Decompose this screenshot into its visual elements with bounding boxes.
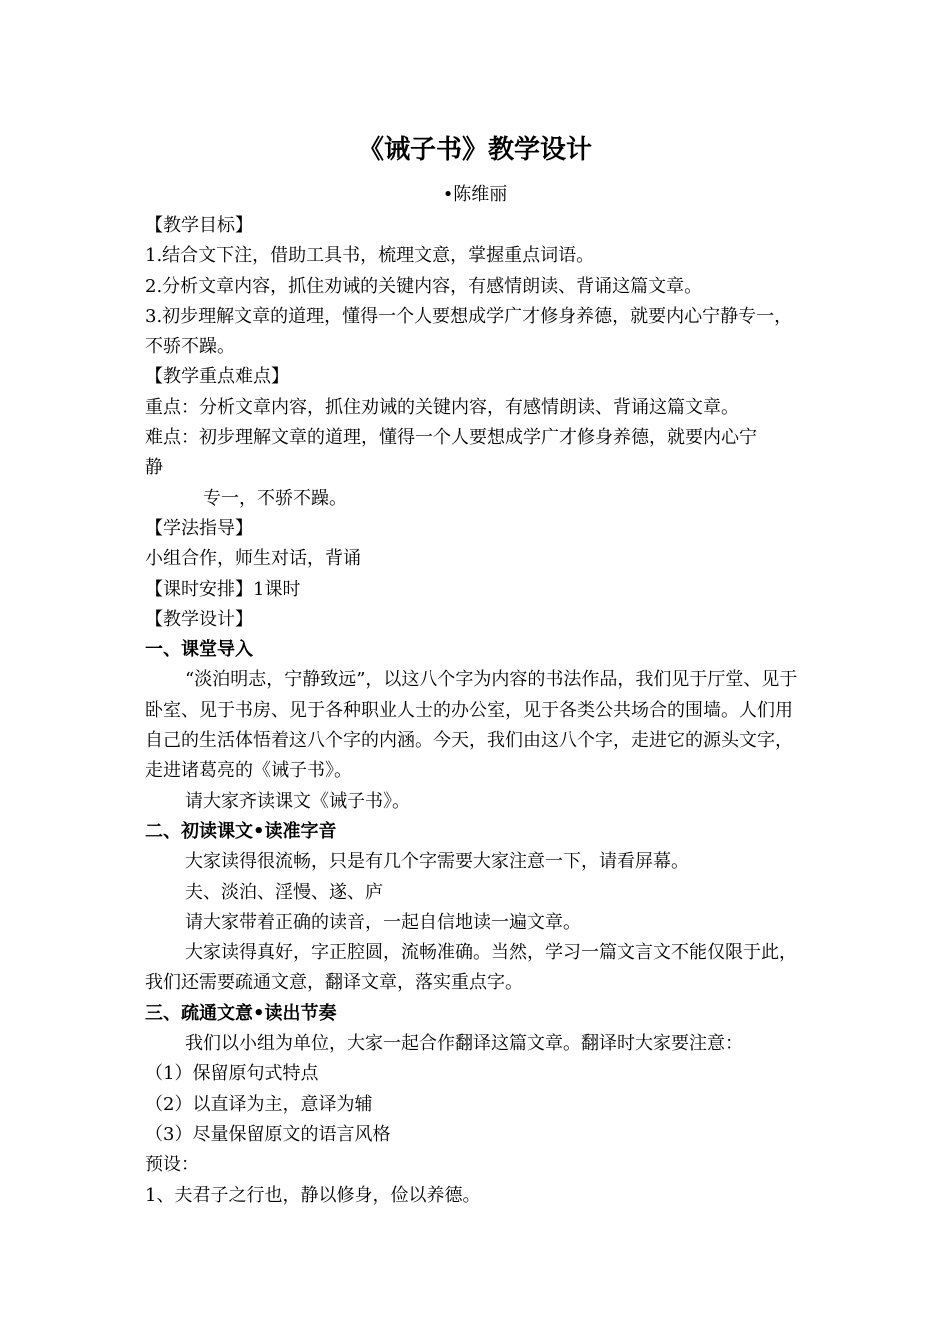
schedule-text: 【课时安排】1课时	[145, 578, 301, 600]
document-body	[145, 211, 805, 1211]
difficult-point-line-1: 难点：初步理解文章的道理，懂得一个人要想成学广才修身养德，就要内心宁	[145, 427, 757, 449]
objective-3: 3.初步理解文章的道理，懂得一个人要想成学广才修身养德，就要内心宁静专一，不骄不躁。	[145, 305, 793, 358]
difficult-point-line-2: 静	[145, 457, 163, 479]
section-2-paragraph-4: 大家读得真好，字正腔圆，流畅准确。当然，学习一篇文言文不能仅限于此，我们还需要疏通文意，翻译文章，落实重点字。	[145, 942, 797, 994]
method-heading: 【学法指导】	[145, 517, 253, 539]
section-2-heading: 二、初读课文•读准字音	[145, 820, 337, 842]
section-2-line-3: 请大家带着正确的读音，一起自信地读一遍文章。	[185, 911, 581, 933]
key-points-heading: 【教学重点难点】	[145, 366, 289, 388]
preset-label: 预设：	[145, 1154, 199, 1176]
key-point: 重点：分析文章内容，抓住劝诫的关键内容，有感情朗读、背诵这篇文章。	[145, 396, 739, 418]
objectives-heading: 【教学目标】	[145, 215, 253, 236]
section-2-line-1: 大家读得很流畅，只是有几个字需要大家注意一下，请看屏幕。	[185, 851, 689, 873]
section-1-paragraph-2: 请大家齐读课文《诫子书》。	[185, 790, 410, 812]
difficult-point-line-3: 专一，不骄不躁。	[203, 487, 347, 509]
objective-1: 1.结合文下注，借助工具书，梳理文意，掌握重点词语。	[145, 245, 595, 267]
requirement-item-3: （3）尽量保留原文的语言风格	[145, 1123, 391, 1145]
example-1: 1、夫君子之行也，静以修身，俭以养德。	[145, 1184, 481, 1206]
section-1-heading: 一、课堂导入	[145, 639, 253, 661]
method-text: 小组合作，师生对话，背诵	[145, 548, 361, 570]
section-2-line-2: 夫、淡泊、淫慢、遂、庐	[185, 881, 383, 903]
requirement-item-2: （2）以直译为主，意译为辅	[145, 1093, 373, 1115]
section-1-paragraph-1: “淡泊明志，宁静致远”，以这八个字为内容的书法作品，我们见于厅堂、见于卧室、见于书房、见于各种职业人士的办公室，见于各类公共场合的围墙。人们用自己的生活体悟着这八个字的内涵。今天，我们由这八个字，走进它的源头文字，走进诸葛亮的《诫子书》。	[145, 669, 798, 782]
section-3-heading: 三、疏通文意•读出节奏	[145, 1002, 337, 1024]
author-line: •陈维丽	[442, 184, 508, 205]
design-heading: 【教学设计】	[145, 608, 253, 630]
document-title: 《诫子书》教学设计	[357, 135, 592, 165]
objective-2: 2.分析文章内容，抓住劝诫的关键内容，有感情朗读、背诵这篇文章。	[145, 275, 703, 297]
requirement-item-1: （1）保留原句式特点	[145, 1063, 319, 1085]
section-3-line-1: 我们以小组为单位，大家一起合作翻译这篇文章。翻译时大家要注意：	[185, 1033, 743, 1055]
